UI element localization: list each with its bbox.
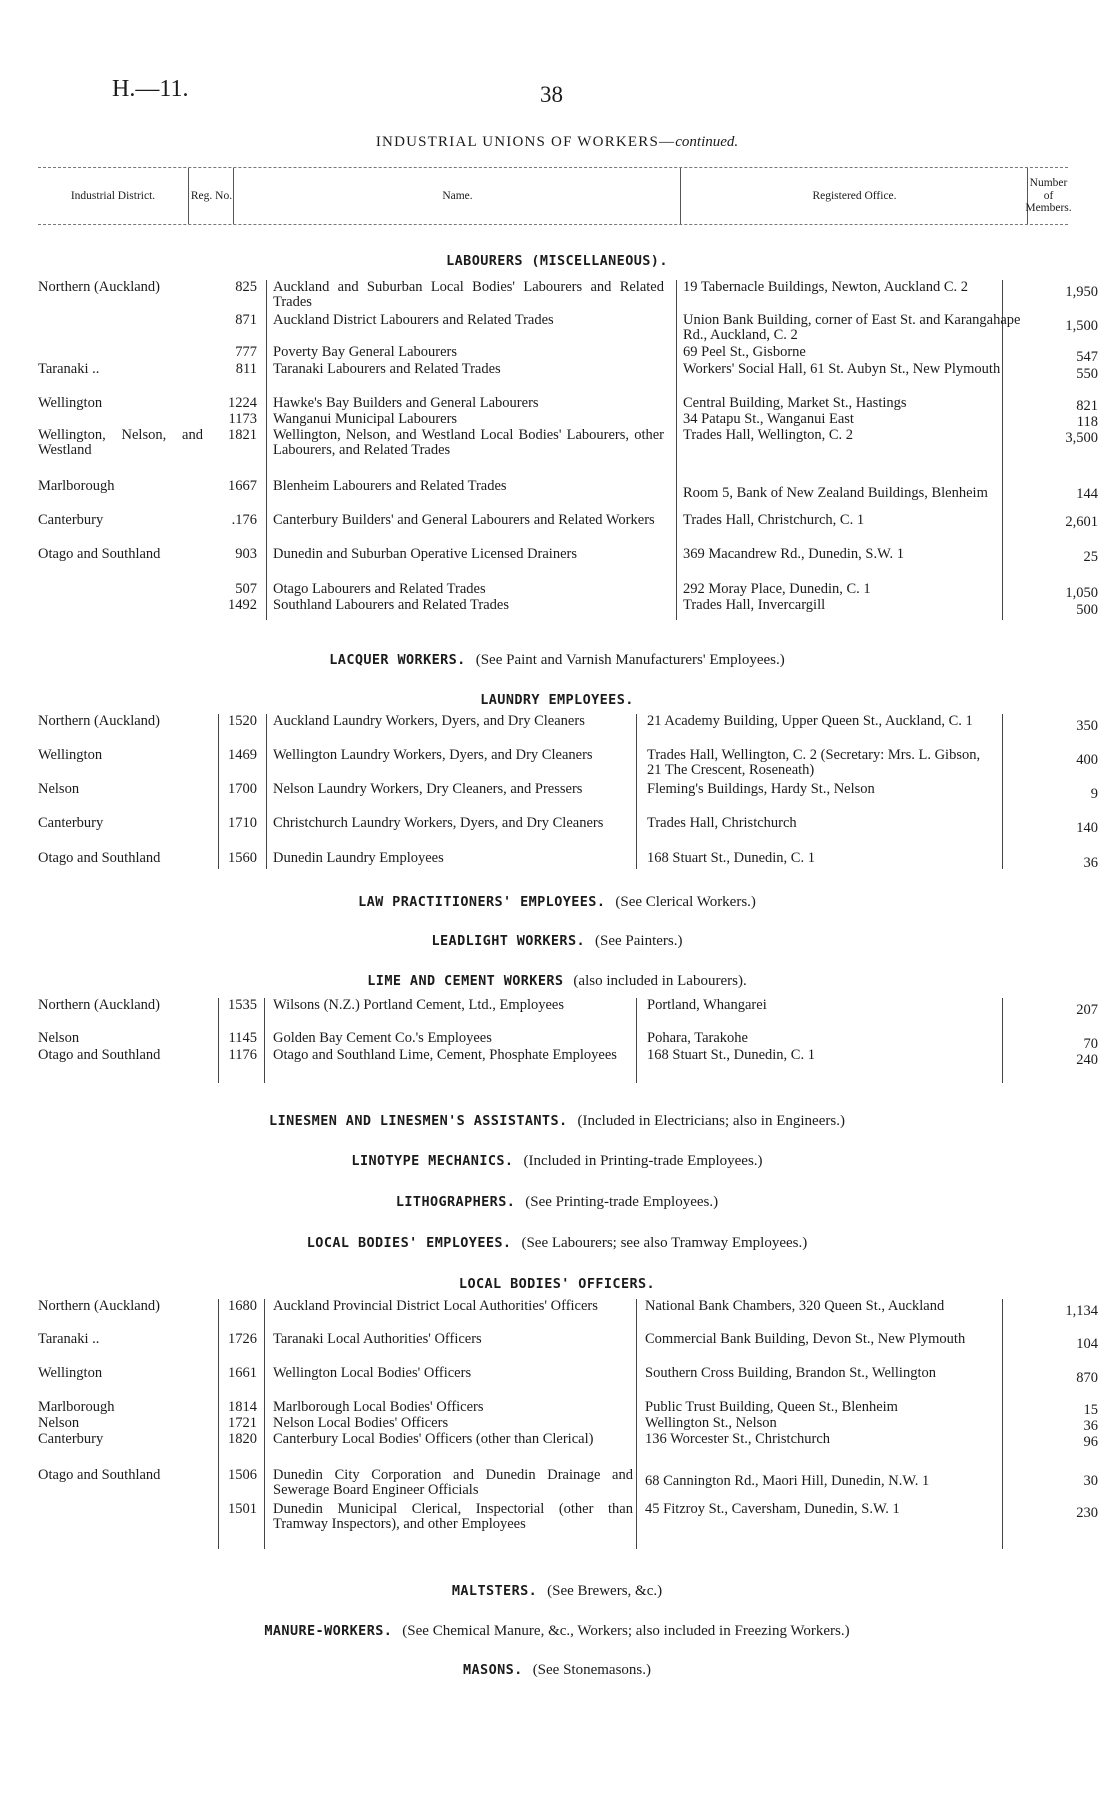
office-cell: 19 Tabernacle Buildings, Newton, Auckland C. 2: [683, 279, 969, 295]
reg-no-cell: 871: [235, 312, 257, 328]
reg-no-cell: 1820: [228, 1431, 257, 1447]
union-name-cell: Southland Labourers and Related Trades: [273, 597, 509, 613]
district-cell: Otago and Southland: [38, 1467, 161, 1483]
members-cell: 36: [1083, 1418, 1098, 1434]
section-note: (also included in Labourers).: [573, 973, 747, 989]
union-name-cell: Dunedin Municipal Clerical, Inspectorial (other than Tramway Inspectors), and other Employees: [273, 1501, 633, 1532]
section-heading: LAW PRACTITIONERS' EMPLOYEES.: [358, 894, 606, 910]
members-cell: 870: [1076, 1370, 1098, 1386]
column-header-reg: Reg. No.: [188, 168, 234, 224]
office-cell: 68 Cannington Rd., Maori Hill, Dunedin, N.W. 1: [645, 1473, 930, 1489]
members-cell: 1,134: [1065, 1303, 1098, 1319]
members-cell: 140: [1076, 820, 1098, 836]
column-header-members: Number of Members.: [1027, 168, 1069, 224]
union-name-cell: Taranaki Local Authorities' Officers: [273, 1331, 482, 1347]
union-name-cell: Wilsons (N.Z.) Portland Cement, Ltd., Employees: [273, 997, 564, 1013]
section-title-laundry: LAUNDRY EMPLOYEES.: [480, 692, 634, 708]
reg-no-cell: 1814: [228, 1399, 257, 1415]
union-name-cell: Nelson Local Bodies' Officers: [273, 1415, 449, 1431]
section-title-masons: [0, 1662, 1114, 1679]
office-cell: Fleming's Buildings, Hardy St., Nelson: [647, 781, 875, 797]
district-cell: Taranaki ..: [38, 1331, 100, 1347]
union-name-cell: Marlborough Local Bodies' Officers: [273, 1399, 484, 1415]
reg-no-cell: 1680: [228, 1298, 257, 1314]
members-cell: 1,950: [1065, 284, 1098, 300]
members-cell: 821: [1076, 398, 1098, 414]
reg-no-cell: .176: [231, 512, 257, 528]
section-title-manure-workers: [0, 1623, 1114, 1640]
section-note: (Included in Printing-trade Employees.): [523, 1153, 763, 1169]
union-name-cell: Wanganui Municipal Labourers: [273, 411, 458, 427]
section-heading: MANURE-WORKERS.: [264, 1623, 393, 1639]
office-cell: Trades Hall, Christchurch, C. 1: [683, 512, 865, 528]
members-cell: 70: [1083, 1036, 1098, 1052]
page-title: [0, 134, 1114, 151]
title-continued: continued.: [675, 134, 739, 150]
district-cell: Northern (Auckland): [38, 713, 160, 729]
district-cell: Marlborough: [38, 478, 115, 494]
members-cell: 2,601: [1065, 514, 1098, 530]
reg-no-cell: 507: [235, 581, 257, 597]
members-cell: 500: [1076, 602, 1098, 618]
district-cell: Wellington, Nelson, and Westland: [38, 427, 203, 458]
union-name-cell: Taranaki Labourers and Related Trades: [273, 361, 501, 377]
office-cell: 168 Stuart St., Dunedin, C. 1: [647, 1047, 815, 1063]
union-name-cell: Dunedin and Suburban Operative Licensed Drainers: [273, 546, 577, 562]
members-cell: 1,500: [1065, 318, 1098, 334]
section-note: (See Clerical Workers.): [615, 894, 756, 910]
reg-no-cell: 1710: [228, 815, 257, 831]
section-note: (See Chemical Manure, &c., Workers; also included in Freezing Workers.): [402, 1623, 850, 1639]
district-cell: Nelson: [38, 781, 80, 797]
district-cell: Otago and Southland: [38, 850, 161, 866]
page-number: 38: [540, 82, 563, 107]
office-cell: Trades Hall, Wellington, C. 2: [683, 427, 854, 443]
section-heading: MALTSTERS.: [451, 1583, 538, 1599]
district-cell: Wellington: [38, 747, 103, 763]
section-note: (See Brewers, &c.): [547, 1583, 663, 1599]
reg-no-cell: 1492: [228, 597, 257, 613]
section-title-local-bodies-officers: LOCAL BODIES' OFFICERS.: [458, 1276, 656, 1292]
district-cell: Canterbury: [38, 815, 104, 831]
office-cell: 45 Fitzroy St., Caversham, Dunedin, S.W. 1: [645, 1501, 900, 1517]
section-heading: LACQUER WORKERS.: [329, 652, 466, 668]
column-header-name: Name.: [233, 168, 681, 224]
union-name-cell: Auckland District Labourers and Related Trades: [273, 312, 554, 328]
reg-no-cell: 903: [235, 546, 257, 562]
reg-no-cell: 1700: [228, 781, 257, 797]
reg-no-cell: 1145: [228, 1030, 257, 1046]
members-cell: 230: [1076, 1505, 1098, 1521]
reg-no-cell: 1821: [228, 427, 257, 443]
union-name-cell: Golden Bay Cement Co.'s Employees: [273, 1030, 492, 1046]
office-cell: Trades Hall, Wellington, C. 2 (Secretary: Mrs. L. Gibson, 21 The Crescent, Roseneath): [647, 747, 981, 778]
section-note: (See Printing-trade Employees.): [525, 1194, 719, 1210]
column-rule: [264, 1299, 265, 1549]
section-title-lithographers: [0, 1194, 1114, 1211]
district-cell: Nelson: [38, 1415, 80, 1431]
section-title-leadlight: [0, 933, 1114, 950]
reg-no-cell: 777: [235, 344, 257, 360]
section-heading: LEADLIGHT WORKERS.: [431, 933, 585, 949]
union-name-cell: Canterbury Local Bodies' Officers (other than Clerical): [273, 1431, 594, 1447]
column-header-office: Registered Office.: [680, 168, 1028, 224]
members-cell: 400: [1076, 752, 1098, 768]
reg-no-cell: 1469: [228, 747, 257, 763]
union-name-cell: Nelson Laundry Workers, Dry Cleaners, and Pressers: [273, 781, 583, 797]
section-title-law: [0, 894, 1114, 911]
union-name-cell: Poverty Bay General Labourers: [273, 344, 458, 360]
reg-no-cell: 1721: [228, 1415, 257, 1431]
column-rule: [264, 998, 265, 1083]
section-heading: LINOTYPE MECHANICS.: [351, 1153, 514, 1169]
district-cell: Wellington: [38, 395, 103, 411]
members-cell: 96: [1083, 1434, 1098, 1450]
district-cell: Canterbury: [38, 1431, 104, 1447]
union-name-cell: Otago Labourers and Related Trades: [273, 581, 486, 597]
office-cell: 168 Stuart St., Dunedin, C. 1: [647, 850, 815, 866]
district-cell: Otago and Southland: [38, 546, 161, 562]
members-cell: 207: [1076, 1002, 1098, 1018]
column-rule: [636, 998, 637, 1083]
members-cell: 550: [1076, 366, 1098, 382]
reg-no-cell: 1224: [228, 395, 257, 411]
district-cell: Taranaki ..: [38, 361, 100, 377]
union-name-cell: Hawke's Bay Builders and General Labourers: [273, 395, 539, 411]
office-cell: Union Bank Building, corner of East St. and Karangahape Rd., Auckland, C. 2: [683, 312, 1021, 343]
office-cell: National Bank Chambers, 320 Queen St., Auckland: [645, 1298, 945, 1314]
members-cell: 104: [1076, 1336, 1098, 1352]
office-cell: Pohara, Tarakohe: [647, 1030, 748, 1046]
reg-no-cell: 1726: [228, 1331, 257, 1347]
section-title-lacquer: [0, 652, 1114, 669]
office-cell: Southern Cross Building, Brandon St., Wellington: [645, 1365, 936, 1381]
district-cell: Marlborough: [38, 1399, 115, 1415]
section-heading: LIME AND CEMENT WORKERS: [367, 973, 564, 989]
title-main: INDUSTRIAL UNIONS OF WORKERS—: [375, 134, 676, 150]
office-cell: Portland, Whangarei: [647, 997, 767, 1013]
section-title-linesmen: [0, 1113, 1114, 1130]
section-heading: LINESMEN AND LINESMEN'S ASSISTANTS.: [269, 1113, 568, 1129]
section-note: (See Painters.): [595, 933, 683, 949]
union-name-cell: Wellington Laundry Workers, Dyers, and Dry Cleaners: [273, 747, 593, 763]
office-cell: 21 Academy Building, Upper Queen St., Auckland, C. 1: [647, 713, 973, 729]
labourers-table: [38, 279, 1098, 625]
office-cell: 292 Moray Place, Dunedin, C. 1: [683, 581, 871, 597]
union-name-cell: Blenheim Labourers and Related Trades: [273, 478, 507, 494]
reg-no-cell: 811: [235, 361, 257, 377]
union-name-cell: Auckland and Suburban Local Bodies' Labourers and Related Trades: [273, 279, 664, 310]
members-cell: 30: [1083, 1473, 1098, 1489]
district-cell: Nelson: [38, 1030, 80, 1046]
office-cell: Workers' Social Hall, 61 St. Aubyn St., New Plymouth: [683, 361, 1001, 377]
members-cell: 36: [1083, 855, 1098, 871]
members-cell: 118: [1076, 414, 1098, 430]
section-note: (Included in Electricians; also in Engineers.): [577, 1113, 845, 1129]
members-cell: 9: [1090, 786, 1098, 802]
office-cell: Trades Hall, Christchurch: [647, 815, 797, 831]
union-name-cell: Canterbury Builders' and General Labourers and Related Workers: [273, 512, 655, 528]
union-name-cell: Auckland Laundry Workers, Dyers, and Dry Cleaners: [273, 713, 585, 729]
members-cell: 1,050: [1065, 585, 1098, 601]
office-cell: Room 5, Bank of New Zealand Buildings, Blenheim: [683, 485, 988, 501]
reg-no-cell: 825: [235, 279, 257, 295]
office-cell: 69 Peel St., Gisborne: [683, 344, 806, 360]
office-cell: Commercial Bank Building, Devon St., New Plymouth: [645, 1331, 966, 1347]
union-name-cell: Wellington, Nelson, and Westland Local Bodies' Labourers, other Labourers, and Related Trades: [273, 427, 664, 458]
district-cell: Northern (Auckland): [38, 1298, 160, 1314]
laundry-table: [38, 713, 1098, 874]
reg-no-cell: 1661: [228, 1365, 257, 1381]
section-title-linotype: [0, 1153, 1114, 1170]
union-name-cell: Auckland Provincial District Local Authorities' Officers: [273, 1298, 598, 1314]
local-officers-table: [38, 1298, 1098, 1559]
office-cell: Trades Hall, Invercargill: [683, 597, 826, 613]
column-rule: [636, 714, 637, 869]
members-cell: 350: [1076, 718, 1098, 734]
members-cell: 15: [1083, 1402, 1098, 1418]
union-name-cell: Christchurch Laundry Workers, Dyers, and Dry Cleaners: [273, 815, 604, 831]
section-heading: MASONS.: [462, 1662, 523, 1678]
reg-no-cell: 1173: [228, 411, 257, 427]
district-cell: Northern (Auckland): [38, 279, 160, 295]
section-note: (See Labourers; see also Tramway Employees.): [521, 1235, 808, 1251]
union-name-cell: Otago and Southland Lime, Cement, Phosphate Employees: [273, 1047, 617, 1063]
section-note: (See Stonemasons.): [532, 1662, 652, 1678]
members-cell: 3,500: [1065, 430, 1098, 446]
document-code: H.—11.: [112, 76, 189, 102]
office-cell: Public Trust Building, Queen St., Blenheim: [645, 1399, 898, 1415]
column-rule: [676, 280, 677, 620]
office-cell: 369 Macandrew Rd., Dunedin, S.W. 1: [683, 546, 904, 562]
column-rule: [636, 1299, 637, 1549]
lime-table: [38, 997, 1098, 1088]
reg-no-cell: 1520: [228, 713, 257, 729]
union-name-cell: Wellington Local Bodies' Officers: [273, 1365, 472, 1381]
members-cell: 144: [1076, 486, 1098, 502]
reg-no-cell: 1501: [228, 1501, 257, 1517]
reg-no-cell: 1560: [228, 850, 257, 866]
column-rule: [266, 280, 267, 620]
reg-no-cell: 1506: [228, 1467, 257, 1483]
column-header-row: [38, 167, 1072, 225]
section-heading: LOCAL BODIES' EMPLOYEES.: [306, 1235, 512, 1251]
reg-no-cell: 1667: [228, 478, 257, 494]
members-cell: 547: [1076, 349, 1098, 365]
reg-no-cell: 1176: [228, 1047, 257, 1063]
section-title-maltsters: [0, 1583, 1114, 1600]
union-name-cell: Dunedin City Corporation and Dunedin Drainage and Sewerage Board Engineer Officials: [273, 1467, 633, 1498]
office-cell: 34 Patapu St., Wanganui East: [683, 411, 854, 427]
office-cell: Central Building, Market St., Hastings: [683, 395, 907, 411]
district-cell: Northern (Auckland): [38, 997, 160, 1013]
section-title-lime: [0, 973, 1114, 990]
office-cell: 136 Worcester St., Christchurch: [645, 1431, 831, 1447]
column-rule: [266, 714, 267, 869]
reg-no-cell: 1535: [228, 997, 257, 1013]
section-note: (See Paint and Varnish Manufacturers' Employees.): [475, 652, 785, 668]
union-name-cell: Dunedin Laundry Employees: [273, 850, 444, 866]
office-cell: Wellington St., Nelson: [645, 1415, 777, 1431]
column-header-district: Industrial District.: [70, 189, 156, 202]
section-title-local-bodies-employees: [0, 1235, 1114, 1252]
section-title-labourers: LABOURERS (MISCELLANEOUS).: [446, 253, 668, 269]
members-cell: 240: [1076, 1052, 1098, 1068]
district-cell: Wellington: [38, 1365, 103, 1381]
district-cell: Otago and Southland: [38, 1047, 161, 1063]
district-cell: Canterbury: [38, 512, 104, 528]
members-cell: 25: [1083, 549, 1098, 565]
section-heading: LITHOGRAPHERS.: [395, 1194, 516, 1210]
